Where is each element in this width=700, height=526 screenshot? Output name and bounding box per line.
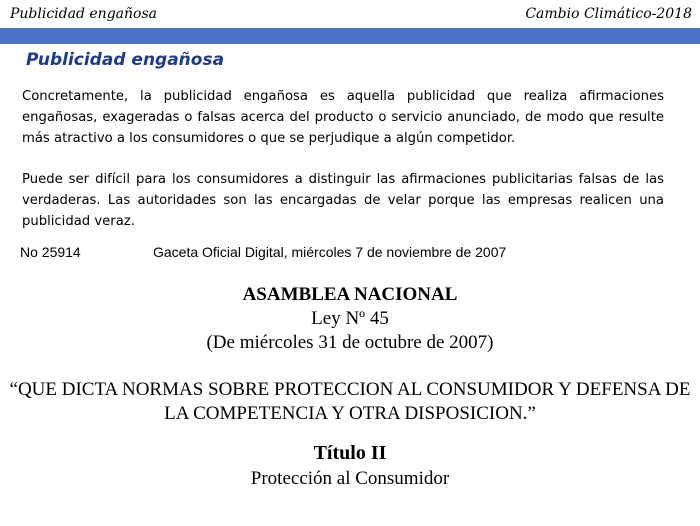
title-subheading: Protección al Consumidor — [250, 468, 450, 489]
gazette-number: No 25914 — [20, 244, 81, 260]
header-bar — [0, 28, 700, 44]
law-title: “QUE DICTA NORMAS SOBRE PROTECCION AL CONSUMIDOR Y DEFENSA DE LA COMPETENCIA Y OTRA DISPOSICION.” — [9, 379, 691, 424]
slide-header — [0, 0, 700, 28]
paragraph-definition: Concretamente, la publicidad engañosa es aquella publicidad que realiza afirmaciones engañosas, exageradas o falsas acerca del producto o servicio anunciado, de modo que resulte más atractivo a los consumidores o que se perjudique a algún competidor. — [22, 89, 664, 146]
law-date: (De miércoles 31 de octubre de 2007) — [206, 332, 494, 353]
title-heading: Título II — [313, 442, 387, 464]
paragraph-authorities: Puede ser difícil para los consumidores a distinguir las afirmaciones publicitarias falsas de las verdaderas. Las autoridades son las encargadas de velar porque las empresas realicen una publicidad veraz. — [22, 172, 664, 229]
slide-title: Publicidad engañosa — [26, 50, 225, 70]
law-number: Ley Nº 45 — [311, 308, 389, 329]
header-course: Cambio Climático-2018 — [525, 6, 692, 22]
header-topic: Publicidad engañosa — [10, 6, 157, 22]
assembly-heading: ASAMBLEA NACIONAL — [242, 284, 458, 305]
gazette-excerpt — [0, 236, 700, 526]
gazette-date-line: Gaceta Oficial Digital, miércoles 7 de noviembre de 2007 — [153, 244, 507, 260]
